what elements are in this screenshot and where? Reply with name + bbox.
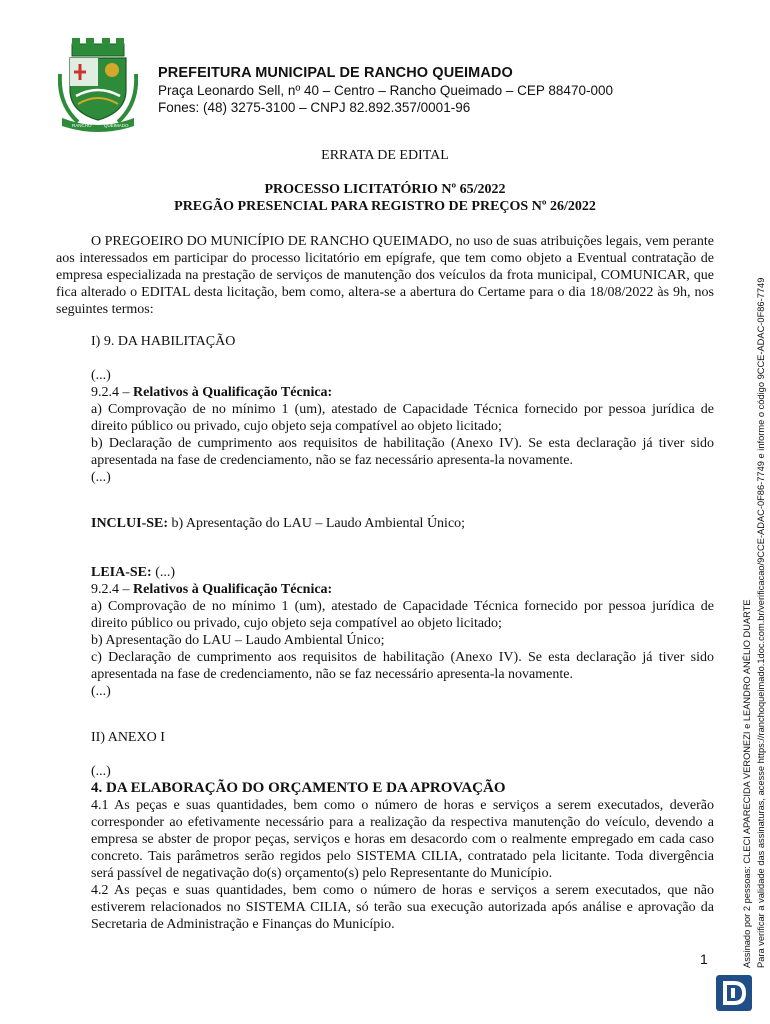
- seal-banner-right: QUEIMADO: [104, 123, 129, 128]
- crown-icon: [72, 38, 124, 56]
- 1doc-logo-icon: [716, 975, 752, 1011]
- item-b-declaracao: b) Declaração de cumprimento aos requisitos de habilitação (Anexo IV). Se esta declaração já tiver sido apresentada na fase de credenciamento, não se faz necessário apresenta-la novamente.: [91, 436, 714, 468]
- inclui-text: b) Apresentação do LAU – Laudo Ambiental Único;: [171, 516, 466, 531]
- pregao-number: PREGÃO PRESENCIAL PARA REGISTRO DE PREÇOS Nº 26/2022: [174, 199, 596, 214]
- ellipsis: (...): [91, 684, 111, 699]
- process-number: PROCESSO LICITATÓRIO Nº 65/2022: [264, 182, 506, 197]
- organization-name: PREFEITURA MUNICIPAL DE RANCHO QUEIMADO: [158, 65, 513, 81]
- item-heading: 9.2.4 – Relativos à Qualificação Técnica:: [91, 582, 333, 597]
- inclui-label: INCLUI-SE:: [91, 516, 169, 531]
- intro-paragraph: O PREGOEIRO DO MUNICÍPIO DE RANCHO QUEIMADO, no uso de suas atribuições legais, vem perante aos interessados em participar do processo licitatório em epígrafe, que tem como objeto a Eventual contratação de empresa especializada na prestação de serviços de manutenção dos veículos da frota municipal, COMUNICAR, que fica alterado o EDITAL desta licitação, bem como, altera-se a abertura do Certame para o dia 18/08/2022 às 9h, nos seguintes termos:: [56, 234, 714, 317]
- leia-heading: LEIA-SE: (...): [91, 565, 176, 580]
- organization-address: Praça Leonardo Sell, nº 40 – Centro – Rancho Queimado – CEP 88470-000: [158, 83, 613, 98]
- process-heading: [56, 181, 714, 215]
- organization-contact: Fones: (48) 3275-3100 – CNPJ 82.892.357/0001-96: [158, 100, 471, 115]
- section-habilitacao-title: I) 9. DA HABILITAÇÃO: [91, 334, 236, 349]
- item-a: a) Comprovação de no mínimo 1 (um), atestado de Capacidade Técnica fornecido por pessoa jurídica de direito público ou privado, cujo objeto seja compatível ao objeto licitado;: [91, 599, 714, 631]
- item-b-lau: b) Apresentação do LAU – Laudo Ambiental Único;: [91, 633, 385, 648]
- seal-banner-left: RANCHO: [72, 123, 92, 128]
- item-a: a) Comprovação de no mínimo 1 (um), atestado de Capacidade Técnica fornecido por pessoa jurídica de direito público ou privado, cujo objeto seja compatível ao objeto licitado;: [91, 402, 714, 434]
- paragraph-4-2: 4.2 As peças e suas quantidades, bem como o número de horas e serviços a serem executados, que não estiverem relacionados no SISTEMA CILIA, só terão sua execução autorizada após análise e aprovação da Secretaria de Administração e Finanças do Município.: [91, 883, 714, 932]
- section-4-title: 4. DA ELABORAÇÃO DO ORÇAMENTO E DA APROVAÇÃO: [91, 780, 506, 796]
- original-clause: [91, 367, 714, 486]
- paragraph-4-1: 4.1 As peças e suas quantidades, bem como o número de horas e serviços a serem executados, deverão corresponder ao efetivamente necessário para a realização da respectiva manutenção do veículo, devendo a empresa se abster de propor peças, serviços e horas em desacordo com o realmente empregado em cada caso concreto. Tais parâmetros serão regidos pelo SISTEMA CILIA, contratado pela licitante. Toda divergência será passível de negativação do(s) orçamento(s) pelo Representante do Município.: [91, 798, 714, 881]
- leia-se-clause: [91, 564, 714, 700]
- ellipsis: (...): [91, 764, 111, 779]
- section-anexo-title: II) ANEXO I: [91, 730, 165, 745]
- municipal-coat-of-arms: [58, 34, 138, 134]
- page-number: 1: [700, 951, 708, 967]
- document-title: ERRATA DE EDITAL: [321, 148, 449, 163]
- verification-notice: Para verificar a validade das assinaturas, acesse https://ranchoqueimado.1doc.com.br/verificacao/9CCE-ADAC-0F86-7749 e informe o código 9CCE-ADAC-0F86-7749: [756, 277, 766, 968]
- letterhead: [158, 65, 613, 116]
- ellipsis: (...): [91, 368, 111, 383]
- signature-notice: Assinado por 2 pessoas: CLECI APARECIDA VERONEZI e LEANDRO ANÉLIO DUARTE: [742, 599, 752, 968]
- ellipsis: (...): [91, 470, 111, 485]
- inclui-clause: [91, 515, 714, 532]
- item-heading: 9.2.4 – Relativos à Qualificação Técnica:: [91, 385, 333, 400]
- item-c-declaracao: c) Declaração de cumprimento aos requisitos de habilitação (Anexo IV). Se esta declaração já tiver sido apresentada na fase de credenciamento, não se faz necessário apresenta-la novamente.: [91, 650, 714, 682]
- anexo-clause: [91, 763, 714, 933]
